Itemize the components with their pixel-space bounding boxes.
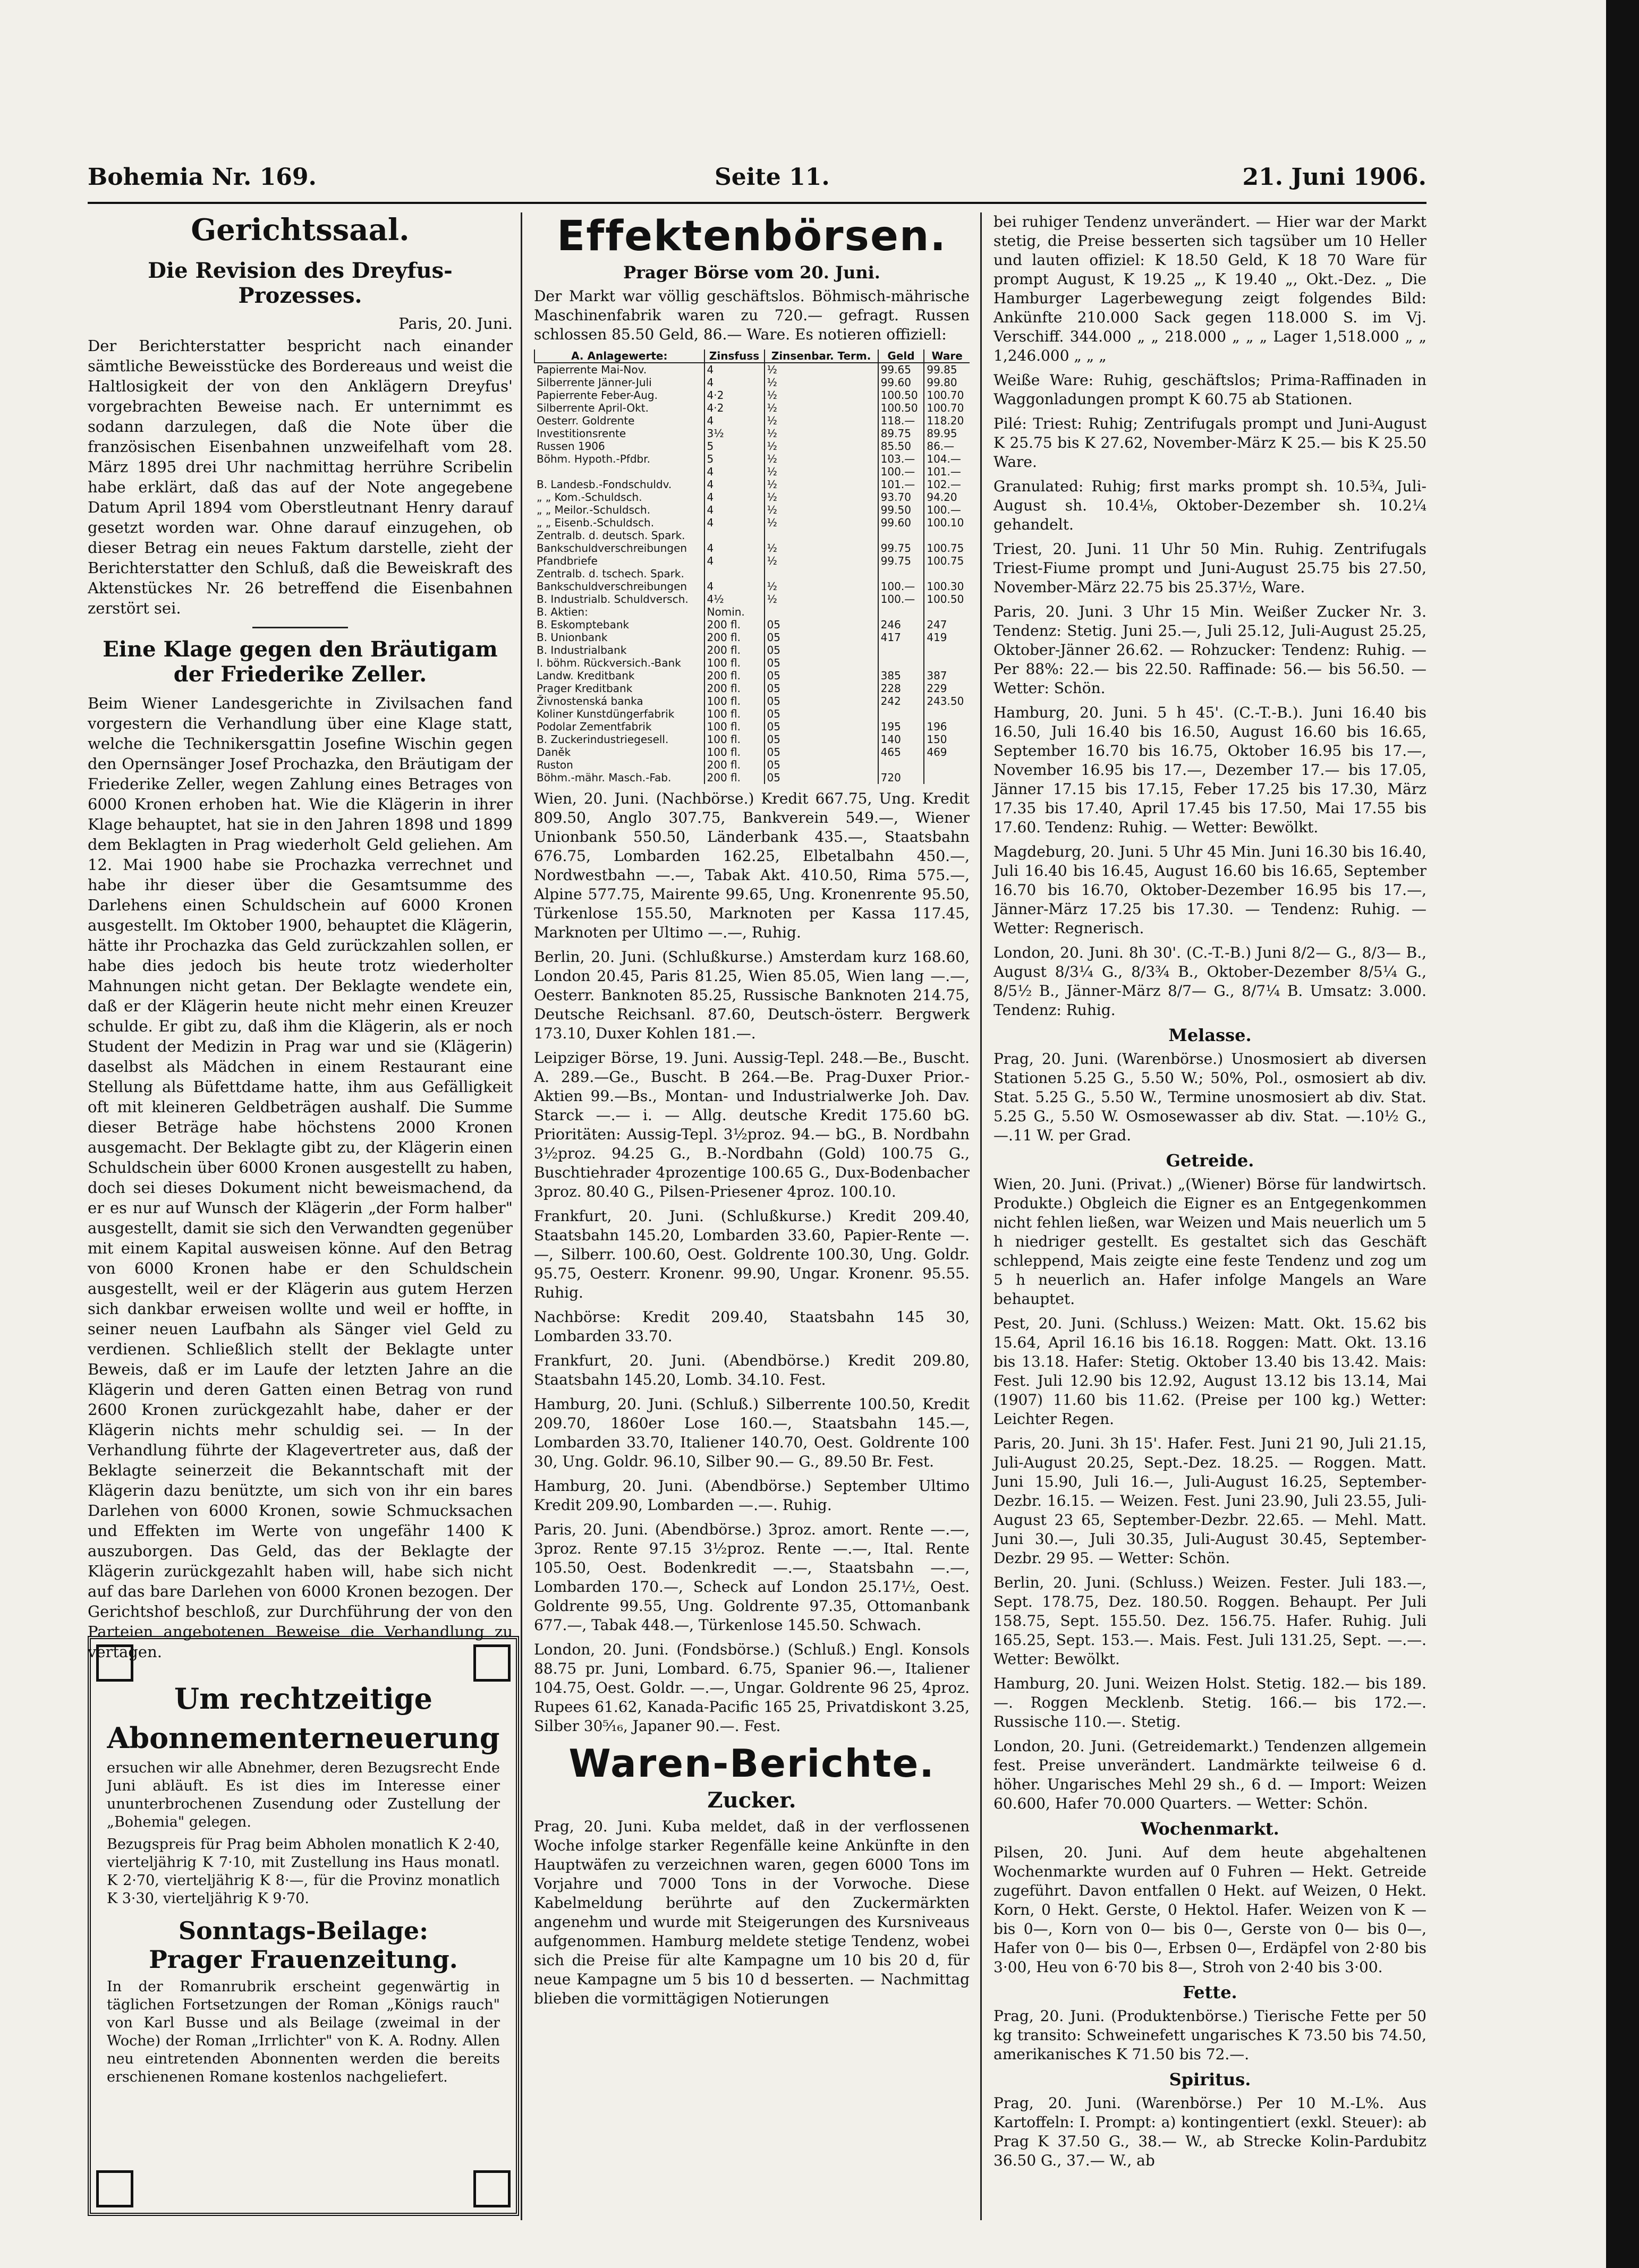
table-cell: B. Industrialb. Schuldversch. [537,593,689,606]
table-cell: „ „ Meilor.-Schuldsch. [537,504,651,516]
column-goods [993,212,1426,2220]
table-cell: Landw. Kreditbank [537,669,635,682]
table-cell: ½ [765,542,878,555]
table-cell: 99.60 [878,376,924,389]
table-cell: 195 [878,720,924,733]
table-cell: 200 fl. [704,618,765,631]
weekly-market-report: Pilsen, 20. Juni. Auf dem heute abgehaltenen Wochenmarkte wurden auf 0 Fuhren — Hekt. Getreide zugeführt. Davon entfallen 0 Hekt. auf Weizen, 0 Hekt. Korn, 0 Hekt. Gerste, 0 Hektol. Hafer. Weizen von K — bis 0—, Korn von 0— bis 0—, Gerste von 0— bis 0—, Hafer von 0— bis 0—, Erbsen 0—, Erdäpfel von 2·80 bis 3·00, Heu von 6·70 bis 8—, Stroh von 2·40 bis 3·00. [993,1844,1426,1976]
ad-prices: Bezugspreis für Prag beim Abholen monatlich K 2·40, vierteljährig K 7·10, mit Zustellung ins Haus monatl. K 2·70, vierteljährig K 8·—, für die Provinz monatlich K 3·30, vierteljährig K 9·70. [107,1836,500,1907]
table-row [534,746,970,758]
table-cell: 200 fl. [704,644,765,656]
table-cell: ½ [765,580,878,593]
molasses-report: Prag, 20. Juni. (Warenbörse.) Unosmosiert ab diversen Stationen 5.25 G., 5.50 W.; 50%, Pol., osmosiert ab div. Stat. 5.25 G., 5.50 W., Termine unosmosiert ab div. Stat. 5.25 G., 5.50 W. Osmosewasser ab div. Stat. —.10½ G., —.11 W. per Grad. [993,1050,1426,1144]
table-row [534,427,970,440]
table-cell: 05 [765,656,878,669]
rates-table-header: A. Anlagewerte: [534,349,704,363]
table-row [534,414,970,427]
table-cell: 387 [924,669,970,682]
table-cell: ½ [765,555,878,567]
prague-exchange-intro: Der Markt war völlig geschäftslos. Böhmisch-mährische Maschinenfabrik waren zu 720.— gefragt. Russen schlossen 85.50 Geld, 86.— Ware. Es notieren offiziell: [534,287,970,343]
table-cell [878,644,924,656]
table-cell [924,529,970,542]
table-row [534,682,970,695]
sugar-pile: Pilé: Triest: Ruhig; Zentrifugals prompt und Juni-August K 25.75 bis K 27.62, November-März K 25.— bis K 25.50 Ware. [993,415,1426,471]
table-cell: ½ [765,402,878,414]
table-cell: 5 [704,453,765,465]
sugar-hamburg: Hamburg, 20. Juni. 5 h 45'. (C.-T.-B.). Juni 16.40 bis 16.50, Juli 16.40 bis 16.50, August 16.60 bis 16.65, September 16.70 bis 16.75, Oktober 16.95 bis 17.—, November 16.95 bis 17.—, Dezember 17.— bis 17.05, Jänner 17.15 bis 17.15, Feber 17.25 bis 17.30, März 17.35 bis 17.40, April 17.45 bis 17.50, Mai 17.55 bis 17.60. Tendenz: Ruhig. — Wetter: Bewölkt. [993,704,1426,836]
table-cell: 419 [924,631,970,644]
table-cell [878,529,924,542]
table-cell [878,758,924,771]
table-cell: B. Zuckerindustriegesell. [537,733,669,746]
ornament-icon [96,1644,133,1682]
table-cell: 100.— [878,580,924,593]
table-row [534,363,970,376]
table-row [534,733,970,746]
table-cell: 4·2 [704,389,765,402]
table-cell: 100.— [878,465,924,478]
table-cell: 140 [878,733,924,746]
sugar-london: London, 20. Juni. 8h 30'. (C.-T.-B.) Juni 8/2— G., 8/3— B., August 8/3¼ G., 8/3¾ B., Oktober-Dezember 8/5¼ G., 8/5½ B., Jänner-März 8/7— G., 8/7¼ B. Umsatz: 3.000. Tendenz: Ruhig. [993,944,1426,1019]
table-cell: 100.70 [924,389,970,402]
table-cell: 242 [878,695,924,707]
rates-table [534,349,970,784]
table-row [534,707,970,720]
table-cell: 100.50 [878,389,924,402]
table-row [534,555,970,567]
table-cell: 243.50 [924,695,970,707]
table-cell: 100 fl. [704,746,765,758]
table-cell: 100.50 [924,593,970,606]
column-rule [521,212,522,2220]
exchange-title: Effektenbörsen. [556,212,947,260]
market-report-berlin: Berlin, 20. Juni. (Schlußkurse.) Amsterdam kurz 168.60, London 20.45, Paris 81.25, Wien 85.05, Wien lang —.—, Oesterr. Banknoten 85.25, Russische Banknoten 214.75, Deutsche Reichsanl. 87.60, Deutsch-österr. Bergwerk 173.10, Duxer Kohlen 181.—. [534,948,970,1042]
newspaper-page [88,154,1426,2226]
table-cell: Daněk [537,746,571,758]
table-cell: Podolar Zementfabrik [537,720,652,733]
table-cell: 100.75 [924,555,970,567]
market-report-hamburg-evening: Hamburg, 20. Juni. (Abendbörse.) September Ultimo Kredit 209.90, Lombarden —.—. Ruhig. [534,1477,970,1514]
table-cell: 93.70 [878,491,924,504]
table-cell: ½ [765,427,878,440]
table-cell: 200 fl. [704,771,765,784]
article-dateline: Paris, 20. Juni. [398,314,513,332]
table-cell: 05 [765,758,878,771]
table-row [534,695,970,707]
ad-supplement-name: Prager Frauenzeitung. [149,1945,458,1974]
table-cell: Papierrente Mai-Nov. [537,363,647,376]
market-report-frankfurt-evening: Frankfurt, 20. Juni. (Abendbörse.) Kredit 209.80, Staatsbahn 145.20, Lomb. 34.10. Fest. [534,1352,970,1388]
fats-heading: Fette. [1183,1982,1237,2002]
table-cell: 465 [878,746,924,758]
table-cell: Silberrente April-Okt. [537,402,649,414]
table-cell: 100 fl. [704,733,765,746]
table-cell: ½ [765,491,878,504]
table-cell: 100 fl. [704,707,765,720]
table-cell: Koliner Kunstdüngerfabrik [537,707,675,720]
table-cell: 89.95 [924,427,970,440]
table-cell: 99.65 [878,363,924,376]
table-cell: 100 fl. [704,720,765,733]
table-cell [534,465,704,478]
table-cell: 4½ [704,593,765,606]
ad-title: Abonnementerneuerung [107,1721,500,1755]
table-cell: 100 fl. [704,656,765,669]
ad-supplement-title: Sonntags-Beilage: [178,1916,429,1945]
grain-paris: Paris, 20. Juni. 3h 15'. Hafer. Fest. Juni 21 90, Juli 21.15, Juli-August 20.25, Sept.-Dez. 18.25. — Roggen. Matt. Juni 15.90, Juli 16.—, Juli-August 16.25, September-Dezbr. 16.15. — Weizen. Fest. Juni 23.90, Juli 23.55, Juli-August 23 65, September-Dezbr. 22.65. — Mehl. Matt. Juni 30.—, Juli 30.35, Juli-August 30.45, September-Dezbr. 29 95. — Wetter: Schön. [993,1435,1426,1567]
table-cell: 99.60 [878,516,924,529]
table-row [534,606,970,618]
sugar-paris: Paris, 20. Juni. 3 Uhr 15 Min. Weißer Zucker Nr. 3. Tendenz: Stetig. Juni 25.—, Juli 25.12, Juli-August 25.25, Oktober-Jänner 26.62. — Rohzucker: Tendenz: Ruhig. — Per 88%: 22.— bis 22.50. Raffinade: 56.— bis 56.50. — Wetter: Schön. [993,603,1426,697]
table-cell: 228 [878,682,924,695]
table-cell: Bankschuldverschreibungen [537,580,687,593]
table-cell: I. böhm. Rückversich.-Bank [537,656,681,669]
table-cell [765,529,878,542]
ad-text: ersuchen wir alle Abnehmer, deren Bezugsrecht Ende Juni abläuft. Es ist dies im Interesse einer ununterbrochenen Zusendung oder Zustellung der „Bohemia" gelegen. [107,1760,500,1830]
table-row [534,402,970,414]
table-row [534,504,970,516]
table-row [534,389,970,402]
table-cell: 89.75 [878,427,924,440]
table-row [534,440,970,453]
article-title: Eine Klage gegen den Bräutigam der Friederike Zeller. [103,637,498,687]
table-row [534,593,970,606]
table-cell: 05 [765,720,878,733]
sugar-magdeburg: Magdeburg, 20. Juni. 5 Uhr 45 Min. Juni 16.30 bis 16.40, Juli 16.40 bis 16.45, August 16.60 bis 16.65, September 16.70 bis 16.70, Oktober-Dezember 16.95 bis 17.—, Jänner-März 17.25 bis 17.30. — Tendenz: Ruhig. — Wetter: Regnerisch. [993,843,1426,937]
table-cell: 4 [704,376,765,389]
table-cell: 4 [704,363,765,376]
market-report-frankfurt: Frankfurt, 20. Juni. (Schlußkurse.) Kredit 209.40, Staatsbahn 145.20, Lombarden 33.60, Papier-Rente —.—, Silberr. 100.60, Oest. Goldrente 100.30, Ung. Goldr. 95.75, Oesterr. Kronenr. 99.90, Ungar. Kronenr. 95.55. Ruhig. [534,1207,970,1301]
table-cell: 4 [704,491,765,504]
table-row [534,656,970,669]
table-cell: Nomin. [704,606,765,618]
table-row [534,771,970,784]
table-cell: 4 [704,465,765,478]
table-row [534,478,970,491]
header-page-number: Seite 11. [715,164,830,191]
table-cell [878,567,924,580]
table-cell: Živnostenská banka [537,695,643,707]
scan-edge-bar [1606,0,1639,2268]
article-body: Beim Wiener Landesgerichte in Zivilsachen fand vorgestern die Verhandlung über eine Klage statt, welche die Technikersgattin Josefine Wischin gegen den Opernsänger Josef Prochazka, den Bräutigam der Friederike Zeller, wegen Zahlung eines Betrages von 6000 Kronen erhoben hat. Wie die Klägerin in ihrer Klage behauptet, hat sie in den Jahren 1898 und 1899 dem Beklagten in Prag wiederholt Geld geliehen. Am 12. Mai 1900 habe sie Prochazka verrechnet und habe ihr dieser über die Gesamtsumme des Darlehens einen Schuldschein auf 6000 Kronen ausgestellt. Im Oktober 1900, behauptet die Klägerin, hätte ihr Prochazka das Geld zurückzahlen sollen, er habe dies jedoch bis heute trotz wiederholter Mahnungen nicht getan. Der Beklagte wendete ein, daß er der Klägerin heute nicht mehr einen Kreuzer schulde. Er gibt zu, daß ihm die Klägerin, als er noch Student der Medizin in Prag war und sie (Klägerin) daselbst als Mädchen in einem Restaurant eine Stellung als Büfettdame hatte, ihm aus Gefälligkeit oft mit kleineren Geldbeträgen aushalf. Die Summe dieser Beträge habe höchstens 2000 Kronen ausgemacht. Der Beklagte gibt zu, der Klägerin einen Schuldschein über 6000 Kronen ausgestellt zu haben, doch sei dieses Dokument nicht beweismachend, da er es nur auf Wunsch der Klägerin „der Form halber" ausgestellt, damit sie sich den Verwandten gegenüber mit einem Kapital ausweisen könne. Auf den Betrag von 6000 Kronen habe er den Schuldschein ausgestellt, weil er der Klägerin aus gutem Herzen sich dankbar erweisen wollte und weil er hoffte, in seiner neuen Laufbahn als Sänger viel Geld zu verdienen. Schließlich stellt der Beklagte unter Beweis, daß er im Laufe der letzten Jahre an die Klägerin und deren Gatten einen Betrag von rund 2600 Kronen zurückgezahlt habe, daher er der Klägerin nichts mehr schuldig sei. — In der Verhandlung führte der Klagevertreter aus, daß der Beklagte seinerzeit die Bekanntschaft mit der Klägerin dazu benützte, um sich von ihr ein bares Darlehen von 6000 Kronen, sowie Schmucksachen und Effekten im Werte von ungefähr 1400 K auszuborgen. Das Geld, das der Beklagte der Klägerin zurückgezahlt haben will, habe sich nicht auf das bare Darlehen von 6000 Kronen bezogen. Der Gerichtshof beschloß, zur Durchführung der von den Parteien angebotenen Beweise die Verhandlung zu vertagen. [88,694,513,1661]
grain-vienna: Wien, 20. Juni. (Privat.) „(Wiener) Börse für landwirtsch. Produkte.) Obgleich die Eigner es an Entgegenkommen nicht fehlen ließen, war Weizen und Mais neuerlich um 5 h niedriger gestellt. Es gestaltet sich das Geschäft schleppend, Mais zeigte eine feste Tendenz und zog um 5 h neuerlich an. Hafer infolge Mangels an Ware behauptet. [993,1175,1426,1308]
table-cell: 4 [704,478,765,491]
prague-exchange-heading: Prager Börse vom 20. Juni. [623,262,880,283]
column-rule [980,212,982,2220]
goods-reports-title: Waren-Berichte. [568,1741,935,1786]
column-exchange [534,212,970,2220]
table-cell: 94.20 [924,491,970,504]
rates-table-header: Geld [878,349,924,363]
table-cell: „ „ Eisenb.-Schuldsch. [537,516,655,529]
table-cell: 247 [924,618,970,631]
grain-pest: Pest, 20. Juni. (Schluss.) Weizen: Matt. Okt. 15.62 bis 15.64, April 16.16 bis 16.18. Roggen: Matt. Okt. 13.16 bis 13.18. Hafer: Stetig. Oktober 13.40 bis 13.42. Mais: Fest. Juli 12.90 bis 12.92, August 13.12 bis 13.14, Mai (1907) 11.60 bis 11.62. (Preise per 100 kg.) Wetter: Leichter Regen. [993,1315,1426,1428]
table-cell: 100.75 [924,542,970,555]
table-cell [878,656,924,669]
table-cell [704,567,765,580]
fats-report: Prag, 20. Juni. (Produktenbörse.) Tierische Fette per 50 kg transito: Schweinefett ungarisches K 73.50 bis 74.50, amerikanisches K 71.50 bis 72.—. [993,2007,1426,2063]
grain-hamburg: Hamburg, 20. Juni. Weizen Holst. Stetig. 182.— bis 189.—. Roggen Mecklenb. Stetig. 166.— bis 172.—. Russische 110.—. Stetig. [993,1675,1426,1730]
table-row [534,720,970,733]
table-row [534,631,970,644]
table-cell: 05 [765,669,878,682]
table-row [534,644,970,656]
market-report-vienna: Wien, 20. Juni. (Nachbörse.) Kredit 667.75, Ung. Kredit 809.50, Anglo 307.75, Bankverein 549.—, Wiener Unionbank 550.50, Länderbank 435.—, Staatsbahn 676.75, Lombarden 162.25, Elbetalbahn 450.—, Nordwestbahn —.—, Tabak Akt. 410.50, Rima 575.—, Alpine 577.75, Mairente 99.65, Ung. Kronenrente 95.50, Türkenlose 155.50, Marknoten per Kassa 117.45, Marknoten per Ultimo —.—, Ruhig. [534,790,970,941]
ornament-icon [473,1644,511,1682]
table-cell [924,707,970,720]
table-cell [924,656,970,669]
table-cell: 99.80 [924,376,970,389]
table-cell: 118.— [878,414,924,427]
spirits-heading: Spiritus. [1169,2069,1251,2090]
article-body: Der Berichterstatter bespricht nach einander sämtliche Beweisstücke des Bordereaus und weist die Haltlosigkeit der von den Anklägern Dreyfus' vorgebrachten Beweise nach. Er unternimmt es sodann darzulegen, daß die Note über die französischen Eisenbahnen unzweifelhaft vom 28. März 1895 drei Uhr nachmittag herrühre Scribelin habe erklärt, daß das auf der Note angegebene Datum April 1894 vom Oberstleutnant Henry darauf gesetzt worden war. Ohne darauf einzugehen, ob dieser Betrag ein neues Faktum darstelle, zieht der Berichterstatter den Schluß, daß die Beweiskraft des Aktenstückes Nr. 26 betreffend die Eisenbahnen zerstört sei. [88,337,513,617]
table-cell: 118.20 [924,414,970,427]
table-cell: 102.— [924,478,970,491]
grain-london: London, 20. Juni. (Getreidemarkt.) Tendenzen allgemein fest. Preise unverändert. Landmärkte teilweise 6 d. höher. Ungarisches Mehl 29 sh., 6 d. — Import: Weizen 60.600, Hafer 70.000 Quarters. — Wetter: Schön. [993,1737,1426,1812]
table-cell: Böhm.-mähr. Masch.-Fab. [537,771,672,784]
table-cell: 100.— [924,504,970,516]
table-cell: ½ [765,465,878,478]
table-cell: Oesterr. Goldrente [537,414,635,427]
table-cell: 05 [765,695,878,707]
table-cell: B. Unionbank [537,631,608,644]
table-cell: 85.50 [878,440,924,453]
header-date: 21. Juni 1906. [1242,164,1426,191]
ad-title: Um rechtzeitige [174,1682,433,1716]
rates-table-header: Zinsenbar. Term. [765,349,878,363]
table-cell [924,644,970,656]
table-cell: 99.75 [878,555,924,567]
table-cell: 05 [765,631,878,644]
table-cell: Silberrente Jänner-Juli [537,376,652,389]
table-cell: 469 [924,746,970,758]
grain-heading: Getreide. [1166,1150,1254,1171]
table-cell: 99.75 [878,542,924,555]
sugar-heading: Zucker. [707,1788,796,1813]
table-cell [924,567,970,580]
table-row [534,465,970,478]
sugar-granulated: Granulated: Ruhig; first marks prompt sh. 10.5¾, Juli-August sh. 10.4⅛, Oktober-Dezember sh. 10.2¼ gehandelt. [993,478,1426,533]
column-court [88,212,513,1661]
table-cell: 101.— [878,478,924,491]
table-cell [924,771,970,784]
table-cell: 200 fl. [704,669,765,682]
table-row [534,491,970,504]
section-title: Gerichtssaal. [191,212,410,248]
table-cell [765,567,878,580]
ornament-icon [473,2170,511,2207]
table-row [534,529,970,542]
table-cell: 4 [704,542,765,555]
table-cell: 99.85 [924,363,970,376]
table-cell: 417 [878,631,924,644]
table-cell: 05 [765,733,878,746]
table-cell: 100 fl. [704,695,765,707]
table-cell: 385 [878,669,924,682]
table-cell [878,707,924,720]
table-cell: 200 fl. [704,631,765,644]
table-cell: ½ [765,504,878,516]
table-row [534,669,970,682]
sugar-report-cont: bei ruhiger Tendenz unverändert. — Hier war der Markt stetig, die Preise besserten sich tagsüber um 10 Heller und lauten offiziel: K 18.50 Geld, K 18 70 Ware für prompt August, K 19.25 „, K 19.40 „, Okt.-Dez. „ Die Hamburger Lagerbewegung zeigt folgendes Bild: Ankünfte 210.000 Sack gegen 118.000 S. im Vj. Verschiff. 344.000 „ „ 218.000 „ „ „ Lager 1,518.000 „ „ 1,246.000 „ „ „ [993,213,1426,364]
table-row [534,618,970,631]
grain-berlin: Berlin, 20. Juni. (Schluss.) Weizen. Fester. Juli 183.—, Sept. 178.75, Dez. 180.50. Roggen. Behaupt. Per Juli 158.75, Sept. 155.50. Dez. 156.75. Hafer. Ruhig. Juli 165.25, Sept. 153.—. Mais. Fest. Juli 131.25, Sept. —.—. Wetter: Bewölkt. [993,1574,1426,1668]
table-cell [924,758,970,771]
table-cell: 4 [704,516,765,529]
table-cell: „ „ Kom.-Schuldsch. [537,491,642,504]
table-cell: Ruston [537,758,573,771]
table-cell: Prager Kreditbank [537,682,633,695]
sugar-report: Prag, 20. Juni. Kuba meldet, daß in der verflossenen Woche infolge starker Regenfälle keine Ankünfte in den Hauptwäfen zu verzeichnen waren, gegen 6000 Tons im Vorjahre und 7000 Tons in der Vorwoche. Diese Kabelmeldung berührte auf den Zuckermärkten angenehm und wurde mit Steigerungen des Kursniveaus aufgenommen. Hamburg meldete stetige Tendenz, wobei sich die Preise für alte Kampagne um 10 bis 20 d, für neue Kampagne um 5 bis 10 d besserten. — Nachmittag blieben die vormittägigen Notierungen [534,1818,970,2007]
table-cell: 05 [765,618,878,631]
table-cell: 4 [704,580,765,593]
table-cell [878,606,924,618]
table-cell: 05 [765,746,878,758]
table-cell: 229 [924,682,970,695]
table-cell: ½ [765,593,878,606]
table-cell: 4 [704,414,765,427]
table-cell: 200 fl. [704,682,765,695]
table-cell: 100.70 [924,402,970,414]
table-cell: 196 [924,720,970,733]
table-cell: 05 [765,771,878,784]
rates-table-header: Ware [924,349,970,363]
table-row [534,580,970,593]
table-cell: ½ [765,453,878,465]
sugar-white: Weiße Ware: Ruhig, geschäftslos; Prima-Raffinaden in Waggonladungen prompt K 60.75 ab Stationen. [993,371,1426,408]
table-cell: Russen 1906 [537,440,605,453]
table-cell: B. Industrialbank [537,644,627,656]
article-title: Die Revision des Dreyfus-Prozesses. [148,258,453,308]
table-cell: Zentralb. d. deutsch. Spark. [537,529,685,542]
table-cell: B. Landesb.-Fondschuldv. [537,478,672,491]
table-cell: ½ [765,516,878,529]
table-cell: 200 fl. [704,758,765,771]
table-cell: ½ [765,414,878,427]
table-row [534,542,970,555]
table-cell: Investitionsrente [537,427,626,440]
table-cell: 100.50 [878,402,924,414]
table-cell: 4 [704,555,765,567]
table-cell: Zentralb. d. tschech. Spark. [537,567,684,580]
rates-table-header: Zinsfuss [704,349,765,363]
table-row [534,516,970,529]
table-cell: 5 [704,440,765,453]
table-cell: Pfandbriefe [537,555,598,567]
table-cell: 05 [765,644,878,656]
table-cell: Böhm. Hypoth.-Pfdbr. [537,453,650,465]
table-row [534,758,970,771]
table-cell: 05 [765,707,878,720]
table-row [534,567,970,580]
table-cell: 4 [704,504,765,516]
table-row [534,453,970,465]
table-cell: Papierrente Feber-Aug. [537,389,658,402]
ad-text: In der Romanrubrik erscheint gegenwärtig in täglichen Fortsetzungen der Roman „Königs rauch" von Karl Busse und als Beilage (zweimal in der Woche) der Roman „Irrlichter" von K. A. Rodny. Allen neu eintretenden Abonnenten werden die bereits erschienenen Romane kostenlos nachgeliefert. [107,1979,500,2085]
market-report-london: London, 20. Juni. (Fondsbörse.) (Schluß.) Engl. Konsols 88.75 pr. Juni, Lombard. 6.75, Spanier 96.—, Italiener 104.75, Oest. Goldr. —.—, Ungar. Goldrente 96 25, 4proz. Rupees 61.62, Kanada-Pacific 165 25, Privatdiskont 3.25, Silber 30⁵⁄₁₆, Japaner 90.—. Fest. [534,1641,970,1735]
table-cell: 246 [878,618,924,631]
table-cell: ½ [765,376,878,389]
table-cell: B. Aktien: [537,606,588,618]
market-report-frankfurt-after: Nachbörse: Kredit 209.40, Staatsbahn 145 30, Lombarden 33.70. [534,1308,970,1345]
table-cell: 100.— [878,593,924,606]
page-header [88,154,1426,204]
table-cell: ½ [765,389,878,402]
table-cell: B. Eskomptebank [537,618,630,631]
table-cell: 150 [924,733,970,746]
table-cell: ½ [765,478,878,491]
table-cell: 99.50 [878,504,924,516]
table-cell: 05 [765,682,878,695]
table-cell: 101.— [924,465,970,478]
table-cell: 86.— [924,440,970,453]
table-cell: ½ [765,363,878,376]
sugar-triest: Triest, 20. Juni. 11 Uhr 50 Min. Ruhig. Zentrifugals Triest-Fiume prompt und Juni-August 25.75 bis 27.50, November-März 22.75 bis 25.37½, Ware. [993,540,1426,596]
table-cell: 4·2 [704,402,765,414]
separator [252,627,348,628]
ornament-icon [96,2170,133,2207]
table-cell: Bankschuldverschreibungen [537,542,687,555]
table-cell: 100.10 [924,516,970,529]
weekly-market-heading: Wochenmarkt. [1141,1819,1279,1839]
table-cell: 104.— [924,453,970,465]
market-report-leipzig: Leipziger Börse, 19. Juni. Aussig-Tepl. 248.—Be., Buscht. A. 289.—Ge., Buscht. B 264.—Be. Prag-Duxer Prior.-Aktien 99.—Bs., Montan- und Industrialwerke Joh. Dav. Starck —.— i. — Allg. deutsche Kredit 175.60 bG. Prioritäten: Aussig-Tepl. 3½proz. 94.— bG., B. Nordbahn 3½proz. 94.25 G., B.-Nordbahn (Gold) 100.75 G., Buschtiehrader 4prozentige 100.65 G., Dux-Bodenbacher 3proz. 80.40 G., Pilsen-Priesener 4proz. 100.10. [534,1049,970,1200]
spirits-report: Prag, 20. Juni. (Warenbörse.) Per 10 M.-L%. Aus Kartoffeln: I. Prompt: a) kontingentiert (exkl. Steuer): ab Prag K 37.50 G., 38.— W., ab Strecke Kolin-Pardubitz 36.50 G., 37.— W., ab [993,2094,1426,2169]
table-cell [924,606,970,618]
table-cell: 3½ [704,427,765,440]
table-cell: 720 [878,771,924,784]
table-cell: ½ [765,440,878,453]
market-report-hamburg: Hamburg, 20. Juni. (Schluß.) Silberrente 100.50, Kredit 209.70, 1860er Lose 160.—, Staatsbahn 145.—, Lombarden 33.70, Italiener 140.70, Oest. Goldrente 100 30, Ung. Goldr. 96.10, Silber 90.— G., 89.50 Br. Fest. [534,1395,970,1470]
subscription-ad [88,1636,519,2216]
table-cell: 100.30 [924,580,970,593]
table-cell [704,529,765,542]
table-cell: 103.— [878,453,924,465]
molasses-heading: Melasse. [1168,1025,1252,1045]
market-report-paris: Paris, 20. Juni. (Abendbörse.) 3proz. amort. Rente —.—, 3proz. Rente 97.15 3½proz. Rente —.—, Ital. Rente 105.50, Oest. Bodenkredit —.—, Staatsbahn —.—, Lombarden 170.—, Scheck auf London 25.17½, Oest. Goldrente 99.55, Ung. Goldrente 97.35, Ottomanbank 677.—, Tabak 448.—, Türkenlose 145.50. Schwach. [534,1521,970,1634]
table-row [534,376,970,389]
header-paper-number: Bohemia Nr. 169. [88,164,317,191]
table-cell [765,606,878,618]
